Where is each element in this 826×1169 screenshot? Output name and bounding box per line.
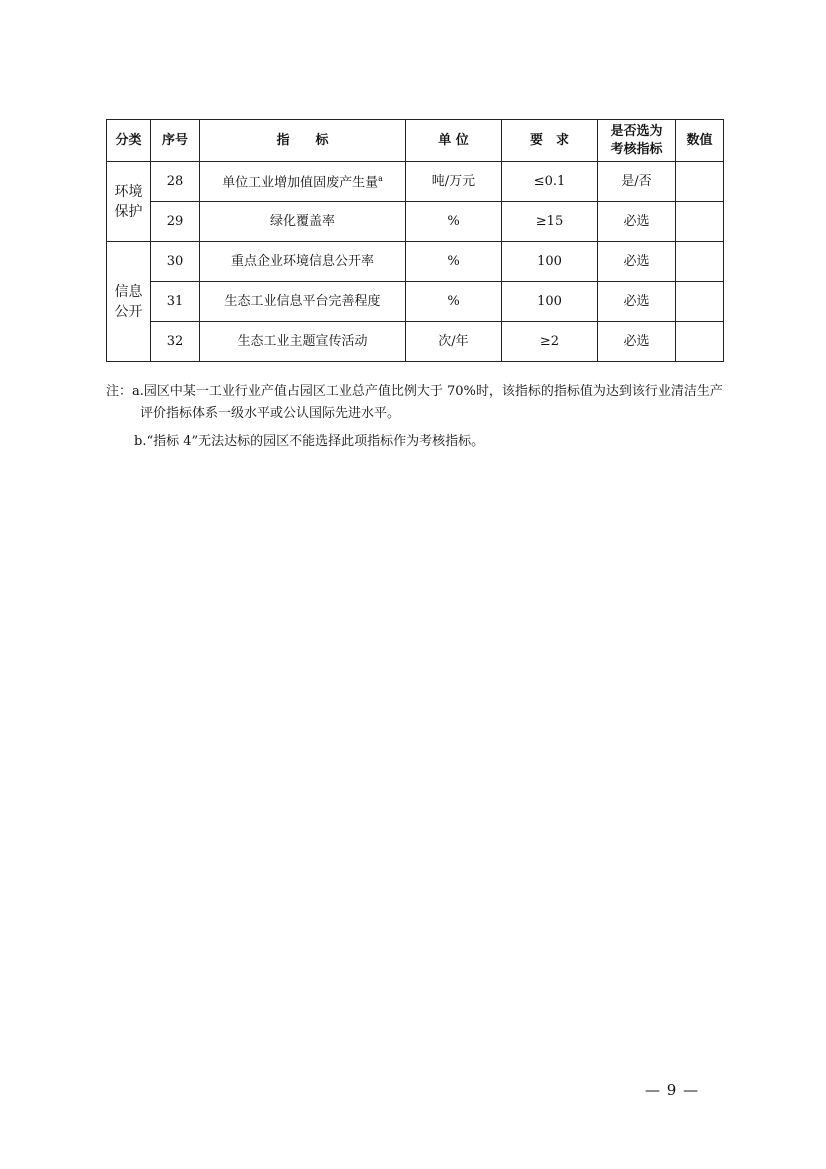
category-cell: 环境 保护 — [107, 162, 151, 242]
header-number: 序号 — [151, 120, 200, 162]
table-row — [107, 322, 724, 362]
indicator-text: 单位工业增加值固废产生量 — [222, 175, 379, 191]
value-cell — [676, 282, 724, 322]
indicator-text: 绿化覆盖率 — [269, 213, 335, 229]
unit-cell: % — [406, 282, 502, 322]
header-unit: 单 位 — [406, 120, 502, 162]
header-requirement: 要 求 — [502, 120, 598, 162]
indicator-cell — [200, 162, 406, 202]
unit-cell: 吨/万元 — [406, 162, 502, 202]
assessment-cell: 必选 — [598, 242, 676, 282]
indicator-cell — [200, 322, 406, 362]
value-cell — [676, 242, 724, 282]
table-row — [107, 282, 724, 322]
indicator-cell — [200, 282, 406, 322]
requirement-cell: 100 — [502, 242, 598, 282]
table-row — [107, 162, 724, 202]
unit-cell: % — [406, 202, 502, 242]
value-cell — [676, 322, 724, 362]
table-row — [107, 202, 724, 242]
number-cell: 31 — [151, 282, 200, 322]
requirement-cell: ≤0.1 — [502, 162, 598, 202]
indicator-table — [106, 119, 724, 362]
table-row — [107, 242, 724, 282]
notes — [106, 381, 726, 453]
requirement-cell: ≥2 — [502, 322, 598, 362]
assessment-cell: 必选 — [598, 282, 676, 322]
header-indicator: 指 标 — [200, 120, 406, 162]
header-value: 数值 — [676, 120, 724, 162]
assessment-cell: 是/否 — [598, 162, 676, 202]
indicator-cell — [200, 242, 406, 282]
indicator-text: 生态工业主题宣传活动 — [237, 333, 368, 349]
note-a: 注：a.园区中某一工业行业产值占园区工业总产值比例大于 70%时，该指标的指标值为达到该行业清洁生产评价指标体系一级水平或公认国际先进水平。 — [106, 384, 723, 421]
number-cell: 29 — [151, 202, 200, 242]
table-header-row — [107, 120, 724, 162]
page-number: — 9 — — [645, 1081, 700, 1099]
assessment-cell: 必选 — [598, 202, 676, 242]
header-assessment: 是否选为 考核指标 — [598, 120, 676, 162]
unit-cell: % — [406, 242, 502, 282]
assessment-cell: 必选 — [598, 322, 676, 362]
number-cell: 30 — [151, 242, 200, 282]
indicator-text: 生态工业信息平台完善程度 — [224, 293, 381, 309]
note-b: b.“指标 4”无法达标的园区不能选择此项指标作为考核指标。 — [134, 434, 485, 449]
requirement-cell: 100 — [502, 282, 598, 322]
footnote-mark: a — [378, 174, 383, 184]
requirement-cell: ≥15 — [502, 202, 598, 242]
value-cell — [676, 162, 724, 202]
unit-cell: 次/年 — [406, 322, 502, 362]
indicator-cell — [200, 202, 406, 242]
header-category: 分类 — [107, 120, 151, 162]
number-cell: 32 — [151, 322, 200, 362]
indicator-text: 重点企业环境信息公开率 — [230, 253, 374, 269]
value-cell — [676, 202, 724, 242]
category-cell: 信息 公开 — [107, 242, 151, 362]
number-cell: 28 — [151, 162, 200, 202]
